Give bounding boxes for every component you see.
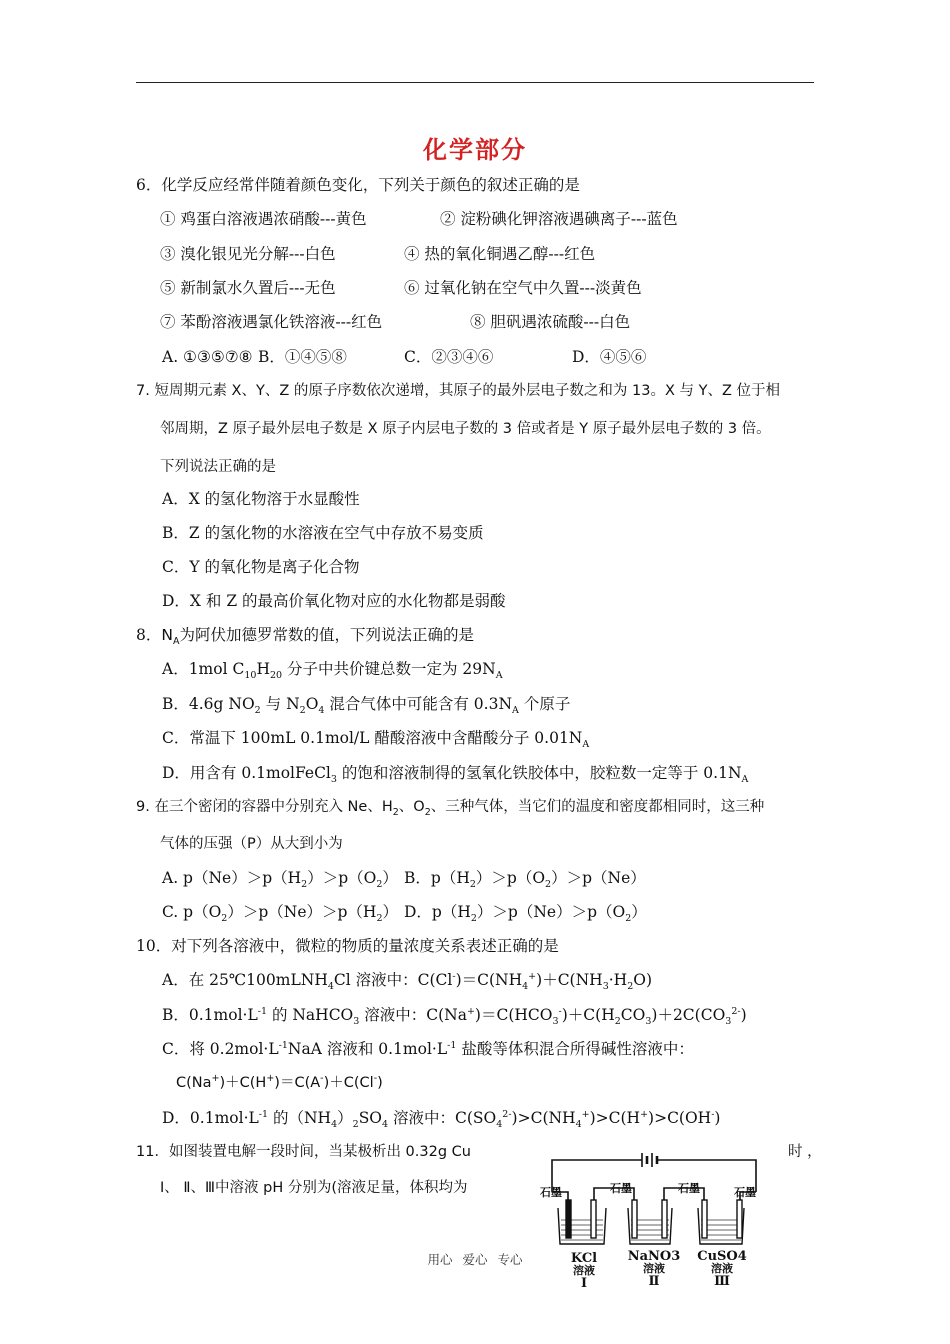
cell-1-word: 溶液 [573, 1264, 595, 1277]
q10-option-d: D．$0.1mol\cdot L^{-1}$ 的$(NH_4)_2SO_4$ 溶液中：$C(SO_4^{2-})>C(NH_4^+)>C(H^+)>C(OH^-)$ [162, 1108, 721, 1131]
header-rule [136, 82, 814, 83]
q8-option-a: A．1mol $C_{10}H_{20}$ 分子中共价键总数一定为 $29N_A$ [162, 660, 503, 682]
q11-stem-2: Ⅰ、 Ⅱ、Ⅲ中溶液 pH 分别为(溶液足量，体积均为 [160, 1180, 468, 1196]
q9-option-c: C. $p(O_2)>p(Ne)>p(H_2)$ [162, 903, 399, 925]
electrode-label-1: 石墨 [540, 1186, 562, 1199]
q6-item-4: ④ 热的氧化铜遇乙醇---红色 [404, 245, 596, 263]
cell-3-numeral: Ⅲ [714, 1274, 730, 1289]
q7-option-a: A．X 的氢化物溶于水显酸性 [162, 490, 360, 508]
q6-item-6: ⑥ 过氧化钠在空气中久置---淡黄色 [404, 279, 642, 297]
page-footer [0, 1250, 950, 1268]
q8-option-b: B．4.6g $NO_2$ 与 $N_2O_4$ 混合气体中可能含有 $0.3N_A$ 个原子 [162, 695, 571, 717]
q7-stem-3: 下列说法正确的是 [160, 459, 276, 475]
q7-stem-1: 7. 短周期元素 X、Y、Z 的原子序数依次递增，其原子的最外层电子数之和为 13。X 与 Y、Z 位于相 [136, 383, 780, 399]
q7-option-b: B．Z 的氢化物的水溶液在空气中存放不易变质 [162, 524, 484, 542]
q6-item-2: ② 淀粉碘化钾溶液遇碘离子---蓝色 [440, 210, 678, 228]
q6-option-d: D．④⑤⑥ [572, 348, 647, 366]
cell-1-solution: KCl [570, 1251, 598, 1266]
q10-option-b: B．$0.1mol\cdot L^{-1}$ 的 NaHCO$_3$ 溶液中：$C(Na^+)=C(HCO_3^-)+C(H_2CO_3)+2C(CO_3^{2-})$ [162, 1005, 747, 1028]
footer-word-2: 爱心 [462, 1252, 488, 1267]
cell-2-numeral: Ⅱ [648, 1274, 660, 1289]
q7-stem-2: 邻周期，Z 原子最外层电子数是 X 原子内层电子数的 3 倍或者是 Y 原子最外层电子数的 3 倍。 [160, 421, 771, 437]
electrode-label-4: 石墨 [734, 1186, 756, 1199]
q10-stem: 10．对下列各溶液中，微粒的物质的量浓度关系表述正确的是 [136, 937, 559, 955]
footer-word-1: 用心 [427, 1252, 453, 1267]
footer-word-3: 专心 [497, 1252, 523, 1267]
q6-option-c: C．②③④⑥ [404, 348, 494, 366]
q7-option-d: D．X 和 Z 的最高价氧化物对应的水化物都是弱酸 [162, 592, 506, 610]
q9-stem-2: 气体的压强（P）从大到小为 [160, 836, 343, 852]
q6-item-1: ① 鸡蛋白溶液遇浓硝酸---黄色 [160, 210, 367, 228]
q6-item-3: ③ 溴化银见光分解---白色 [160, 245, 336, 263]
beaker-cell-1 [558, 1200, 606, 1244]
q7-option-c: C．Y 的氧化物是离子化合物 [162, 558, 360, 576]
q10-option-c-line-1: C．将 $0.2mol\cdot L^{-1}NaA$ 溶液和 $0.1mol\cdot L^{-1}$ 盐酸等体积混合所得碱性溶液中： [162, 1039, 694, 1058]
q6-option-b: B．①④⑤⑧ [258, 348, 347, 366]
q9-stem-1: 9. 在三个密闭的容器中分别充入 Ne、$H_2$、$O_2$、三种气体，当它们的温度和密度都相同时，这三种 [136, 799, 765, 818]
q6-item-8: ⑧ 胆矾遇浓硫酸---白色 [470, 313, 631, 331]
q8-stem: 8．$N_A$为阿伏加德罗常数的值，下列说法正确的是 [136, 626, 474, 648]
section-title: 化学部分 [423, 136, 527, 164]
beaker-cell-3 [698, 1200, 744, 1244]
cell-3-word: 溶液 [711, 1262, 733, 1275]
q10-option-a: A．在 25℃100mLNH$_4$Cl 溶液中：$C(Cl^-)=C(NH_4^+)+C(NH_3\cdot H_2O)$ [162, 970, 652, 993]
electrode-label-3: 石墨 [678, 1182, 700, 1195]
q6-item-7: ⑦ 苯酚溶液遇氯化铁溶液---红色 [160, 313, 383, 331]
q9-option-b: B．$p(H_2)>p(O_2)>p(Ne)$ [404, 869, 646, 891]
q8-option-c: C．常温下 100mL 0.1mol/L 醋酸溶液中含醋酸分子 $0.01N_A$ [162, 729, 590, 751]
q9-option-d: D．$p(H_2)>p(Ne)>p(O_2)$ [404, 903, 647, 925]
battery-icon [642, 1153, 657, 1167]
electrode-label-2: 石墨 [610, 1182, 632, 1195]
cell-2-word: 溶液 [643, 1262, 665, 1275]
q6-item-5: ⑤ 新制氯水久置后---无色 [160, 279, 336, 297]
q11-stem-1: 11．如图装置电解一段时间，当某极析出 0.32g Cu [136, 1144, 471, 1160]
cell-3-solution: CuSO4 [697, 1249, 747, 1264]
q8-option-d: D．用含有 0.1molFeCl$_3$ 的饱和溶液制得的氢氧化铁胶体中，胶粒数一定等于 $0.1N_A$ [162, 764, 749, 786]
q11-stem-1-end: 时 ， [788, 1144, 822, 1160]
cell-2-solution: NaNO3 [627, 1249, 681, 1264]
q9-option-a: A. $p(Ne)>p(H_2)>p(O_2)$ [162, 869, 398, 891]
q6-stem: 6．化学反应经常伴随着颜色变化，下列关于颜色的叙述正确的是 [136, 176, 580, 194]
cell-1-numeral: Ⅰ [580, 1276, 588, 1290]
q6-option-a: A. ①③⑤⑦⑧ [162, 348, 253, 366]
q10-option-c-line-2: C(Na+)＋C(H+)＝C(A-)＋C(Cl-) [176, 1073, 383, 1091]
beaker-cell-2 [628, 1200, 672, 1244]
